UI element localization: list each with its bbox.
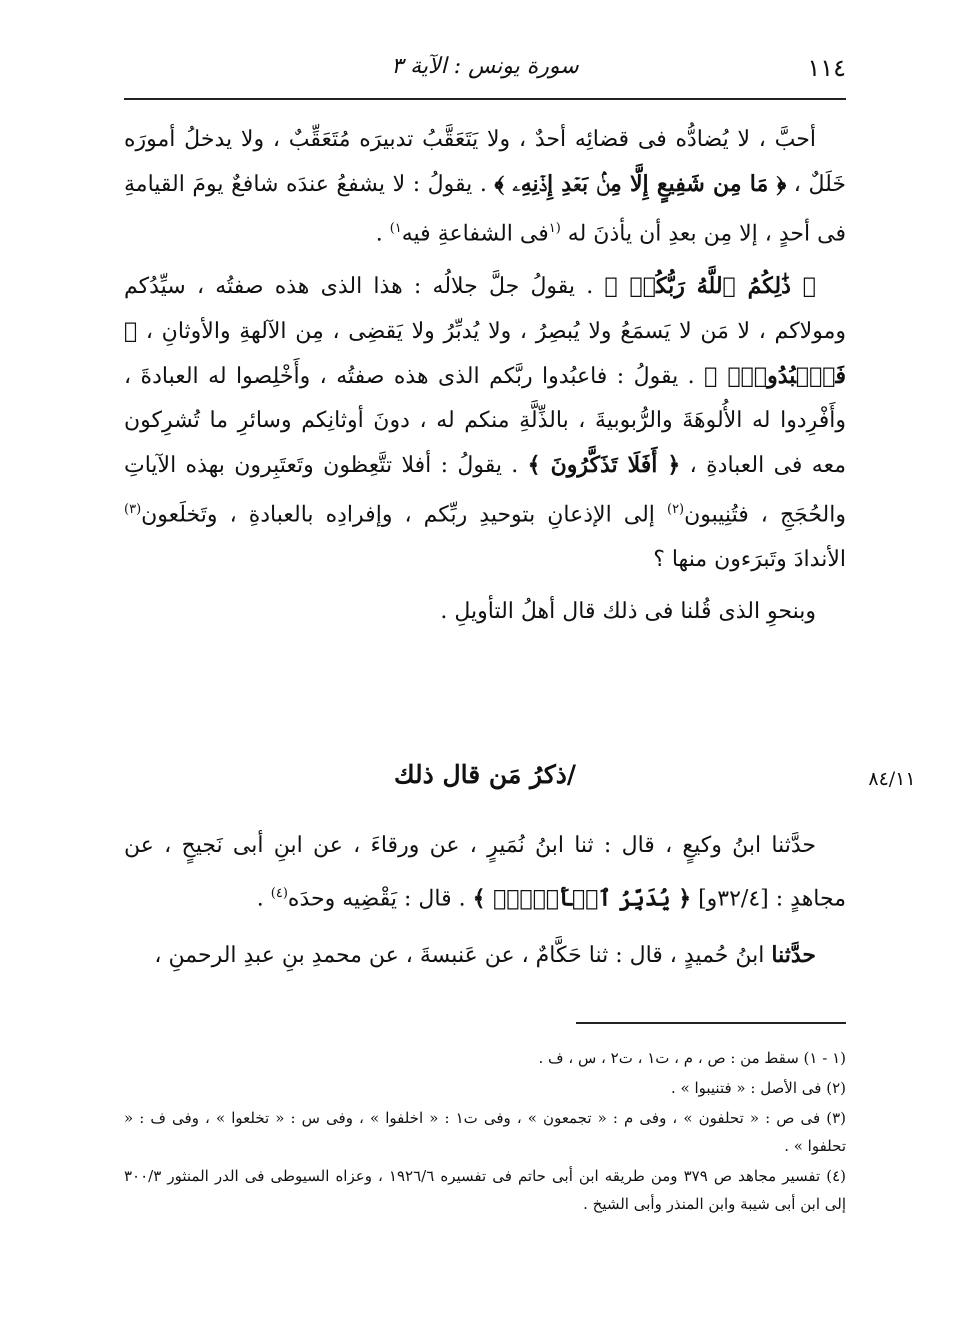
footnote-1: (١ - ١) سقط من : ص ، م ، ت١ ، ت٢ ، س ، ف .: [538, 1049, 846, 1067]
text-run: . يقولُ جلَّ جلالُه : هذا الذى هذه صفتُه ، سيِّدُكم ومولاكم ، لا مَن لا يَسمَعُ ولا يُبصِرُ ، ولا يُدبِّرُ ولا يَقضِى ، مِن الآلهةِ والأوثانِ ،: [124, 274, 846, 345]
margin-reference: ٨٤/١١: [868, 768, 916, 790]
section-heading: /ذكرُ مَن قال ذلك: [393, 760, 577, 789]
footnote-rule: [576, 1022, 846, 1024]
page-header: [124, 52, 846, 88]
footnote-marker: ١): [389, 221, 402, 236]
quran-verse: ﴿ ذَٰلِكُمُ ٱللَّهُ رَبُّكُمۡ ﴾: [604, 273, 816, 300]
paragraph-1: [124, 118, 846, 256]
footnotes: [124, 1044, 846, 1220]
main-text-continued: [124, 822, 846, 988]
text-run: الأندادَ وتَبرَءون منها ؟: [653, 546, 846, 572]
footnote-3: (٣) فى ص : « تحلفون » ، وفى م : « تجمعون » ، وفى ت١ : « اخلفوا » ، وفى س : « تخلعوا » ، وفى ف : « تحلفوا » .: [124, 1109, 846, 1155]
paragraph-3: [124, 590, 846, 634]
text-run: حدَّثنا ابنُ وكيعٍ ، قال : ثنا ابنُ نُمَيرٍ ، عن ورقاءَ ، عن ابنِ أبى نَجيحٍ ، عن مجاهدٍ : [٣٢/٤و]: [124, 833, 846, 912]
page-number: ١١٤: [807, 54, 846, 82]
text-run: وبنحوِ الذى قُلنا فى ذلك قال أهلُ التأويلِ .: [440, 598, 816, 624]
text-run: ابنُ حُميدٍ ، قال : ثنا حَكَّامٌ ، عن عَنبسةَ ، عن محمدِ بنِ عبدِ الرحمنِ ،: [154, 943, 772, 969]
text-run: . يقولُ : لا يشفعُ عندَه شافعٌ يومَ القيامةِ فى أحدٍ ، إلا مِن بعدِ أن يأذنَ له: [124, 172, 846, 247]
paragraph-2: [124, 264, 846, 581]
footnote-marker: (٣): [124, 502, 142, 518]
text-run: . يقولُ : فاعبُدوا ربَّكم الذى هذه صفتُه ، وأَخْلِصوا له العبادةَ ، وأَفْرِدوا له الأُلوهَةَ والرُّبوبيةَ ، بالذِّلَّةِ منكم له ، دونَ أوثانِكم وسائرِ ما تُشرِكون معه فى العبادةِ ،: [124, 364, 847, 479]
footnote-marker: (٢): [666, 502, 685, 518]
text-run: .: [256, 886, 271, 912]
text-run: فى الشفاعةِ فيه: [401, 221, 549, 247]
header-rule: [124, 98, 846, 100]
footnote-marker: (١: [548, 221, 561, 236]
quran-verse: ﴿ مَا مِن شَفِيعٍ إِلَّا مِنۢ بَعۡدِ إِذۡنِهِۦ ﴾: [494, 171, 787, 197]
quran-verse: ﴿ أَفَلَا تَذَكَّرُونَ ﴾: [527, 452, 681, 479]
paragraph-5: [124, 931, 846, 980]
quran-verse: ﴿ يُدَبِّرُ ٱلۡأَمۡرَۖ ﴾: [472, 885, 692, 912]
text-run: . يقولُ : أفلا تتَّعِظون وتَعتَبِرون بهذه الآياتِ والحُجَجِ ، فتُنِيبون: [124, 453, 846, 528]
footnote-marker: (٤): [270, 886, 288, 901]
quran-verse: ﴿ فَٱعۡبُدُوهُۚ ﴾: [124, 318, 846, 390]
text-run: أحبَّ ، لا يُضادُّه فى قضائِه أحدٌ ، ولا يَتَعَقَّبُ تدبيرَه مُتَعَقِّبٌ ، ولا يدخلُ أمورَه خَلَلٌ ،: [124, 127, 846, 197]
main-text: [124, 118, 846, 642]
paragraph-4: [124, 822, 846, 923]
footnote-2: (٢) فى الأصل : « فتنيبوا » .: [670, 1079, 846, 1097]
running-title: سورة يونس : الآية ٣: [391, 54, 579, 79]
text-run: .: [375, 221, 390, 247]
footnote-4: (٤) تفسير مجاهد ص ٣٧٩ ومن طريقه ابن أبى حاتم فى تفسيره ١٩٢٦/٦ ، وعزاه السيوطى فى الدر المنثور ٣٠٠/٣ إلى ابن أبى شيبة وابن المنذر وأبى الشيخ .: [124, 1167, 846, 1213]
text-run: . قال : يَقْضِيه وحدَه: [287, 886, 473, 912]
narration-lead: حدَّثنا: [771, 942, 816, 969]
text-run: إلى الإذعانِ بتوحيدِ ربِّكم ، وإفرادِه بالعبادةِ ، وتَخلَعون: [141, 502, 667, 528]
